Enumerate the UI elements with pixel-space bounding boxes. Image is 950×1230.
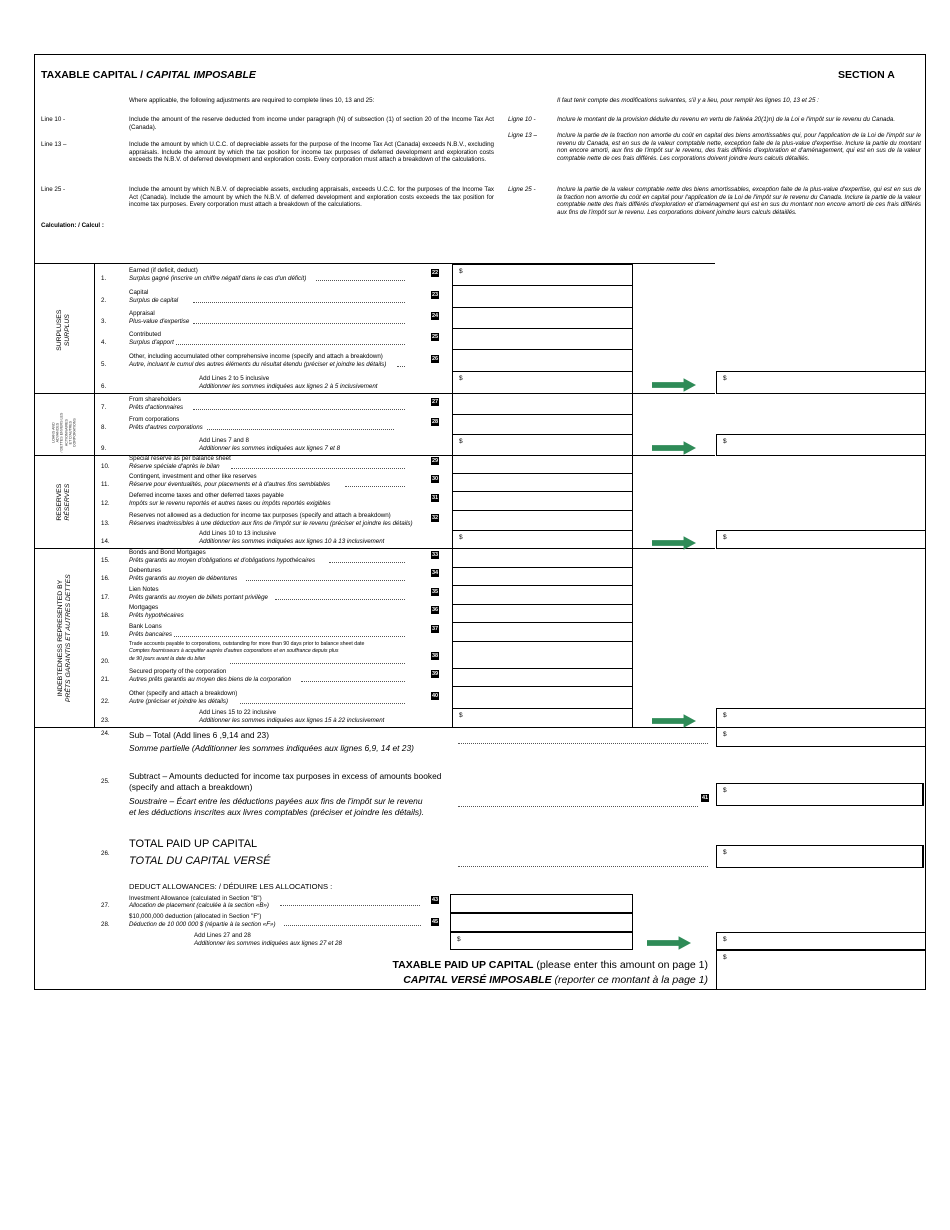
- line-number: 10.: [101, 463, 110, 470]
- line-number: 17.: [101, 594, 110, 601]
- intro-en: Where applicable, the following adjustments are required to complete lines 10, 13 and 25:: [129, 97, 375, 104]
- line-24-fr: Somme partielle (Additionner les sommes indiquées aux lignes 6,9, 14 et 23): [129, 743, 414, 753]
- line-number: 4.: [101, 339, 107, 346]
- leader-dots: [284, 925, 421, 926]
- note-label-en: Line 10 -: [41, 116, 66, 123]
- currency: $: [723, 375, 727, 382]
- arrow-right-icon: [652, 441, 696, 455]
- line-code-badge: 31: [431, 495, 439, 501]
- line-label-fr: Additionner les sommes indiquées aux lignes 7 et 8: [199, 445, 341, 452]
- arrow-right-icon: [652, 536, 696, 550]
- leader-dots: [176, 344, 405, 345]
- line-amount-field[interactable]: [452, 473, 633, 492]
- line-label-fr: Prêts bancaires: [129, 631, 172, 638]
- line-amount-field[interactable]: [452, 491, 633, 511]
- line-label-en: Mortgages: [129, 604, 159, 611]
- line-amount-field[interactable]: [452, 668, 633, 687]
- line-label-en: Other, including accumulated other comprehensive income (specify and attach a breakdown): [129, 353, 383, 360]
- line-number: 5.: [101, 361, 107, 368]
- currency: $: [459, 375, 463, 382]
- note-label-en: Line 13 –: [41, 141, 67, 148]
- line-28-fr: Déduction de 10 000 000 $ (répartie à la section «F»): [129, 921, 276, 928]
- line-number: 9.: [101, 445, 107, 452]
- line-code-badge: 40: [431, 693, 439, 699]
- line-amount-field[interactable]: [452, 585, 633, 605]
- total-paid-up-capital-en: TOTAL PAID UP CAPITAL: [129, 838, 258, 850]
- allowances-sum-en: Add Lines 27 and 28: [194, 932, 251, 939]
- line-label-en: Add Lines 2 to 5 inclusive: [199, 375, 270, 382]
- currency: $: [459, 712, 463, 719]
- arrow-right-icon: [652, 714, 696, 728]
- section-loans: LOANS AND ADVANCES / DETTES ENVERS LES ACTIONNAIRES ET D'AUTRES CORPORATIONS: [51, 412, 77, 453]
- line-amount-field[interactable]: [452, 307, 633, 329]
- line-label-en: Trade accounts payable to corporations, outstanding for more than 90 days prior to balance sheet date: [129, 641, 365, 647]
- line-code-badge: 32: [431, 515, 439, 521]
- line-code-badge: 27: [431, 399, 439, 405]
- intro-fr: Il faut tenir compte des modifications suivantes, s'il y a lieu, pour remplir les lignes 10, 13 et 25 :: [557, 97, 819, 104]
- note-text-fr: Inclure le montant de la provision déduite du revenu en vertu de l'alinéa 20(1)n) de la Loi e l'impôt sur le revenu du Canada.: [557, 116, 896, 123]
- line-25-fr: Soustraire – Écart entre les déductions payées aux fins de l'impôt sur le revenu et les déductions inscrites aux livres comptables (préciser et joindre les détails).: [129, 796, 425, 817]
- line-26-total-field[interactable]: [716, 845, 924, 868]
- section-indebtedness: INDEBTEDNESS REPRESENTED BY PRÊTS GARANTIS ET AUTRES DETTES: [56, 574, 72, 703]
- line-label-fr: Prêts garantis au moyen de billets portant privilège: [129, 594, 268, 601]
- line-amount-field[interactable]: [452, 434, 633, 456]
- line-label-fr: Impôts sur le revenu reportés et autres taxes ou impôts reportés exigibles: [129, 500, 331, 507]
- line-label-en: Special reserve as per balance sheet: [129, 455, 231, 462]
- line-amount-field[interactable]: [452, 510, 633, 531]
- currency: $: [723, 787, 727, 794]
- leader-dots: [458, 806, 698, 807]
- note-label-fr: Ligne 25 -: [508, 186, 536, 193]
- leader-dots: [207, 429, 394, 430]
- leader-dots: [193, 323, 405, 324]
- line-amount-field[interactable]: [452, 686, 633, 709]
- line-25-total-field[interactable]: [716, 783, 924, 806]
- line-label-fr: Additionner les sommes indiquées aux lignes 2 à 5 inclusivement: [199, 383, 378, 390]
- currency: $: [459, 268, 463, 275]
- line-number: 7.: [101, 404, 107, 411]
- line-number: 13.: [101, 520, 110, 527]
- line-label-fr: Réserve spéciale d'après le bilan: [129, 463, 220, 470]
- note-text-en: Include the amount by which U.C.C. of depreciable assets for the purpose of the Income Tax Act (Canada) exceeds N.B.V., excluding appraisals. Include the amount by which the tax position for income tax purposes of deferred development and exploration costs exceeds the N.B.V. of deferred development and exploration costs. Every corporation must attach a breakdown of the calculations.: [129, 141, 494, 164]
- line-number: 16.: [101, 575, 110, 582]
- section-label: SECTION A: [838, 69, 895, 81]
- line-number: 20.: [101, 658, 110, 665]
- line-code-badge: 25: [431, 334, 439, 340]
- leader-dots: [246, 580, 405, 581]
- taxable-capital-en: TAXABLE PAID UP CAPITAL (please enter this amount on page 1): [392, 959, 708, 971]
- currency: $: [723, 954, 727, 961]
- leader-dots: [345, 486, 405, 487]
- section-surpluses: SURPLUSES SURPLUS: [55, 309, 71, 351]
- note-text-fr: Inclure la partie de la valeur comptable nette des biens amortissables, exception faite de la plus-value d'expertise, qui est en sus de la fraction non amortie du coût en capital pour l'application de la Loi de l'impôt sur le revenu du Canada. Inclure la partie de la valeur comptable nette des frais différés d'exploration et d'aménagement qui est en sus du montant non encore amorti de ces frais différés aux fins de l'impôt sur le revenu. Les corporations doivent joindre leurs calculs détaillés.: [557, 186, 921, 216]
- line-number: 24.: [101, 730, 110, 737]
- line-number: 15.: [101, 557, 110, 564]
- currency: $: [723, 534, 727, 541]
- line-number: 19.: [101, 631, 110, 638]
- currency: $: [723, 849, 727, 856]
- line-number: 28.: [101, 921, 110, 928]
- line-label-en: Bank Loans: [129, 623, 162, 630]
- line-code-badge: 43: [431, 897, 439, 903]
- line-amount-field[interactable]: [452, 393, 633, 415]
- line-27-fr: Allocation de placement (calculée à la section «B»): [129, 902, 269, 909]
- leader-dots: [458, 743, 708, 744]
- line-label-en: Earned (if deficit, deduct): [129, 267, 198, 274]
- line-code-badge: 34: [431, 570, 439, 576]
- note-label-fr: Ligne 10 -: [508, 116, 536, 123]
- line-label-fr: Autres prêts garantis au moyen des biens de la corporation: [129, 676, 291, 683]
- line-number: 25.: [101, 778, 110, 785]
- leader-dots: [458, 866, 708, 867]
- leader-dots: [240, 703, 405, 704]
- line-total-field[interactable]: [716, 708, 926, 728]
- line-label-en: Add Lines 15 to 22 inclusive: [199, 709, 277, 716]
- line-label-en: Other (specify and attach a breakdown): [129, 690, 238, 697]
- arrow-right-icon: [652, 378, 696, 392]
- currency: $: [723, 712, 727, 719]
- line-amount-field[interactable]: [452, 604, 633, 623]
- currency: $: [459, 438, 463, 445]
- line-label-fr: Prêts garantis au moyen de débentures: [129, 575, 238, 582]
- taxable-capital-fr: CAPITAL VERSÉ IMPOSABLE (reporter ce montant à la page 1): [403, 974, 708, 986]
- line-label-fr: Comptes fournisseurs à acquitter auprès d'autres corporations et en souffrance depuis plus: [129, 648, 339, 654]
- line-number: 1.: [101, 275, 107, 282]
- line-total-field[interactable]: [716, 530, 926, 549]
- allowances-heading: DEDUCT ALLOWANCES: / DÉDUIRE LES ALLOCATIONS :: [129, 882, 333, 891]
- line-label-en: Deferred income taxes and other deferred taxes payable: [129, 492, 284, 499]
- line-number: 21.: [101, 676, 110, 683]
- line-amount-field[interactable]: [452, 349, 633, 372]
- line-label-en: From shareholders: [129, 396, 181, 403]
- line-amount-field[interactable]: [452, 414, 633, 435]
- leader-dots: [301, 681, 405, 682]
- line-label-fr: Surplus de capital: [129, 297, 179, 304]
- line-code-badge: 23: [431, 292, 439, 298]
- section-reserves: RESERVES RÉSERVES: [55, 483, 71, 521]
- leader-dots: [174, 636, 405, 637]
- line-code-badge: 33: [431, 552, 439, 558]
- line-label-fr: Prêts hypothécaires: [129, 612, 184, 619]
- line-amount-field[interactable]: [452, 641, 633, 669]
- line-27-amount-field[interactable]: [450, 894, 633, 913]
- form-title: TAXABLE CAPITAL / CAPITAL IMPOSABLE: [41, 69, 256, 81]
- line-number: 27.: [101, 902, 110, 909]
- line-number: 26.: [101, 850, 110, 857]
- line-number: 22.: [101, 698, 110, 705]
- line-label-en: Add Lines 10 to 13 inclusive: [199, 530, 277, 537]
- line-number: 18.: [101, 612, 110, 619]
- line-amount-field[interactable]: [452, 567, 633, 586]
- line-code-badge: 45: [431, 919, 439, 925]
- line-code-badge: 36: [431, 607, 439, 613]
- currency: $: [723, 936, 727, 943]
- line-number: 3.: [101, 318, 107, 325]
- line-amount-field[interactable]: [452, 622, 633, 642]
- line-number: 6.: [101, 383, 107, 390]
- arrow-right-icon: [647, 936, 691, 950]
- line-label-fr: Prêts d'actionnaires: [129, 404, 184, 411]
- line-label-fr: Réserve pour éventualités, pour placements et à d'autres fins semblables: [129, 481, 331, 488]
- taxable-capital-field[interactable]: [716, 950, 926, 990]
- line-code-badge: 38: [431, 653, 439, 659]
- allowances-sum-fr: Additionner les sommes indiquées aux lignes 27 et 28: [194, 940, 342, 947]
- line-number: 12.: [101, 500, 110, 507]
- note-text-en: Include the amount by which N.B.V. of depreciable assets, excluding appraisals, exceeds U.C.C. for the purposes of the Income Tax Act (Canada). Include the amount by which the N.B.V. of deferred development and exploration costs exceeds the tax position for income tax purposes. Every corporation must attach a breakdown of the calculations.: [129, 186, 494, 209]
- leader-dots: [193, 302, 405, 303]
- line-label-en: Reserves not allowed as a deduction for income tax purposes (specify and attach a breakdown): [129, 512, 391, 519]
- total-paid-up-capital-fr: TOTAL DU CAPITAL VERSÉ: [129, 855, 271, 867]
- line-amount-field[interactable]: [452, 548, 633, 568]
- line-number: 14.: [101, 538, 110, 545]
- line-code-badge: 26: [431, 356, 439, 362]
- line-label-fr: Surplus gagné (inscrire un chiffre négatif dans le cas d'un déficit): [129, 275, 307, 282]
- line-label-fr: Additionner les sommes indiquées aux lignes 15 à 22 inclusivement: [199, 717, 385, 724]
- allowances-sum-field[interactable]: [450, 932, 633, 950]
- line-28-en: $10,000,000 deduction (allocated in Section "F"): [129, 913, 262, 920]
- line-label-en: Capital: [129, 289, 149, 296]
- line-amount-field[interactable]: [452, 285, 633, 308]
- line-amount-field[interactable]: [452, 371, 633, 394]
- line-27-en: Investment Allowance (calculated in Section "B"): [129, 895, 262, 902]
- note-text-fr: Inclure la partie de la fraction non amortie du coût en capital des biens amortissables qui, pour l'application de la Loi de l'impôt sur le revenu du Canada, est en sus de la valeur comptable nette, exception faite de la plus-value d'expertise. Inclure la partie du montant non encore amorti, aux fins de l'impôt sur le revenu, des frais différés d'exploration et d'aménagement, qui est en sus de la valeur comptable nette de ces frais différés. Les corporations doivent joindre leurs calculs détaillés.: [557, 132, 921, 162]
- line-label-en: Debentures: [129, 567, 161, 574]
- line-code-badge: 30: [431, 476, 439, 482]
- currency: $: [723, 731, 727, 738]
- line-label-fr: Autre, incluant le cumul des autres éléments du résultat étendu (préciser et joindre les détails): [129, 361, 387, 368]
- line-28-amount-field[interactable]: [450, 913, 633, 932]
- currency: $: [457, 936, 461, 943]
- line-label-en: Appraisal: [129, 310, 155, 317]
- line-code-badge: 28: [431, 419, 439, 425]
- leader-dots: [275, 599, 405, 600]
- leader-dots: [397, 366, 405, 367]
- line-total-field[interactable]: [716, 371, 926, 394]
- currency: $: [723, 438, 727, 445]
- line-label-en: From corporations: [129, 416, 180, 423]
- leader-dots: [329, 562, 405, 563]
- line-24-en: Sub – Total (Add lines 6 ,9,14 and 23): [129, 730, 269, 740]
- line-label-fr: Autre (préciser et joindre les détails): [129, 698, 229, 705]
- leader-dots: [230, 663, 405, 664]
- line-code-badge: 39: [431, 671, 439, 677]
- line-amount-field[interactable]: [452, 328, 633, 350]
- currency: $: [459, 534, 463, 541]
- allowances-total-field[interactable]: [716, 932, 926, 950]
- line-label-fr: Plus-value d'expertise: [129, 318, 190, 325]
- line-number: 2.: [101, 297, 107, 304]
- line-number: 8.: [101, 424, 107, 431]
- line-label-en: Add Lines 7 and 8: [199, 437, 249, 444]
- line-amount-field[interactable]: [452, 708, 633, 728]
- note-label-en: Line 25 -: [41, 186, 66, 193]
- line-number: 11.: [101, 481, 110, 488]
- line-24-total-field[interactable]: [716, 727, 926, 747]
- line-label-fr: Additionner les sommes indiquées aux lignes 10 à 13 inclusivement: [199, 538, 385, 545]
- line-label-fr: Prêts garantis au moyen d'obligations et d'obligations hypothécaires: [129, 557, 316, 564]
- line-label-en: Bonds and Bond Mortgages: [129, 549, 206, 556]
- leader-dots: [280, 905, 420, 906]
- line-label-en: Contributed: [129, 331, 161, 338]
- line-label-fr: de 90 jours avant la date du bilan: [129, 656, 206, 662]
- note-text-en: Include the amount of the reserve deducted from income under paragraph (N) of subsection (1) of section 20 of the Income Tax Act (Canada).: [129, 116, 494, 131]
- line-code-badge: 22: [431, 270, 439, 276]
- line-code-badge: 35: [431, 589, 439, 595]
- line-label-en: Secured property of the corporation: [129, 668, 227, 675]
- line-label-fr: Réserves inadmissibles à une déduction aux fins de l'impôt sur le revenu (préciser et joindre les détails): [129, 520, 413, 527]
- line-label-fr: Prêts d'autres corporations: [129, 424, 203, 431]
- line-amount-field[interactable]: [452, 264, 633, 286]
- note-label-fr: Ligne 13 –: [508, 132, 537, 139]
- line-label-en: Contingent, investment and other like reserves: [129, 473, 257, 480]
- line-label-en: Lien Notes: [129, 586, 159, 593]
- line-code-badge: 41: [701, 795, 709, 801]
- leader-dots: [316, 280, 405, 281]
- line-25-en: Subtract – Amounts deducted for income tax purposes in excess of amounts booked (specify and attach a breakdown): [129, 771, 442, 792]
- line-amount-field[interactable]: [452, 530, 633, 549]
- calculation-label: Calculation: / Calcul :: [41, 222, 104, 229]
- line-number: 23.: [101, 717, 110, 724]
- line-code-badge: 29: [431, 458, 439, 464]
- line-code-badge: 24: [431, 313, 439, 319]
- line-label-fr: Surplus d'apport: [129, 339, 174, 346]
- line-total-field[interactable]: [716, 434, 926, 456]
- leader-dots: [231, 468, 405, 469]
- leader-dots: [193, 409, 405, 410]
- divider: [94, 263, 95, 727]
- line-code-badge: 37: [431, 626, 439, 632]
- line-amount-field[interactable]: [452, 455, 633, 474]
